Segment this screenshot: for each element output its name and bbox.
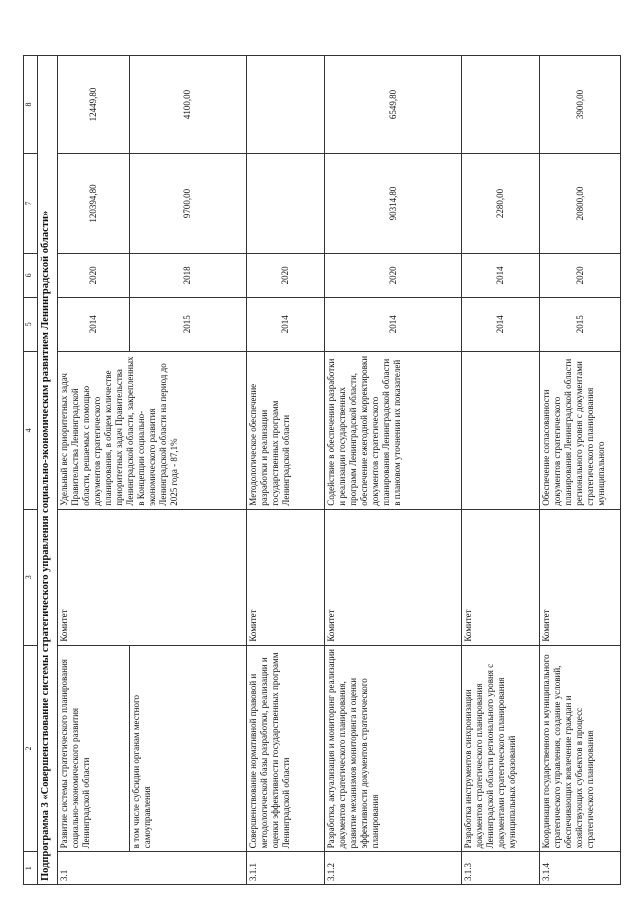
executor: Комитет xyxy=(540,509,621,645)
amount-col8: 4100,00 xyxy=(130,56,247,154)
amount: 2280,00 xyxy=(462,153,540,253)
end-year: 2020 xyxy=(324,254,462,298)
indicator: Обеспечение согласованности документов стратегического планирования Ленинградской области регионального уровня с документами стратегического планирования муниципального xyxy=(540,351,621,509)
column-number: 3 xyxy=(24,509,38,645)
end-year: 2020 xyxy=(540,254,621,298)
amount: 9700,00 xyxy=(130,153,247,253)
rotated-page xyxy=(23,55,621,885)
amount: 90314,80 xyxy=(324,153,462,253)
measure-name: Координация государственного и муниципального стратегического управления, создание условий, обеспечивающих вовлечение граждан и хозяйствующих субъектов в процесс стратегического планирования xyxy=(540,645,621,852)
column-number-row xyxy=(24,56,38,885)
table-row xyxy=(246,56,324,885)
start-year: 2014 xyxy=(462,297,540,351)
measure-name: Совершенствование нормативной правовой и методологической базы разработки, реализации и оценки эффективности государственных программ Ленинградской области xyxy=(246,645,324,852)
indicator: Содействие в обеспечении разработки и реализации государственных программ Ленинградской области, обеспечение ежегодной корректировки документов стратегического планирования Ленинградской области в плановом уточнении их показателей xyxy=(324,351,462,509)
table-row xyxy=(57,56,129,885)
amount-col8 xyxy=(246,56,324,154)
table-row xyxy=(462,56,540,885)
end-year: 2014 xyxy=(462,254,540,298)
column-number: 6 xyxy=(24,254,38,298)
indicator: Методологическое обеспечение разработки и реализации государственных программ Ленинградской области xyxy=(246,351,324,509)
amount: 120394,80 xyxy=(57,153,129,253)
end-year: 2018 xyxy=(130,254,247,298)
table-row xyxy=(540,56,621,885)
row-number: 3.1.4 xyxy=(540,852,621,885)
start-year: 2014 xyxy=(57,297,129,351)
indicator: Удельный вес приоритетных задач Правительства Ленинградской области, решаемых с помощью документов стратегического планирования, в общем количестве приоритетных задач Правительства Ленинградской области, закрепленных в Концепции социально-экономического развития Ленинградской области на период до 2025 года - 87,1% xyxy=(57,351,246,509)
column-number: 4 xyxy=(24,351,38,509)
column-number: 8 xyxy=(24,56,38,154)
subprogram-title: Подпрограмма 3 «Совершенствование системы стратегического управления социально-экономическим развитием Ленинградской области» xyxy=(37,56,57,885)
amount-col8: 12449,80 xyxy=(57,56,129,154)
amount-col8: 6549,80 xyxy=(324,56,462,154)
measure-name: в том числе субсидии органам местного самоуправления xyxy=(130,645,247,852)
end-year: 2020 xyxy=(57,254,129,298)
column-number: 2 xyxy=(24,645,38,852)
end-year: 2020 xyxy=(246,254,324,298)
start-year: 2015 xyxy=(130,297,247,351)
executor: Комитет xyxy=(462,509,540,645)
table-row xyxy=(324,56,462,885)
column-number: 7 xyxy=(24,153,38,253)
measure-name: Разработка инструментов синхронизации документов стратегического планирования Ленинградской области регионального уровня с документами стратегического планирования муниципальных образований xyxy=(462,645,540,852)
measure-name: Развитие системы стратегического планирования социально-экономического развития Ленинградской области xyxy=(57,645,129,852)
executor: Комитет xyxy=(57,509,246,645)
subprogram-row xyxy=(37,56,57,885)
row-number: 3.1.3 xyxy=(462,852,540,885)
amount-col8: 3900,00 xyxy=(540,56,621,154)
start-year: 2014 xyxy=(324,297,462,351)
amount xyxy=(246,153,324,253)
start-year: 2014 xyxy=(246,297,324,351)
row-number: 3.1.1 xyxy=(246,852,324,885)
row-number: 3.1.2 xyxy=(324,852,462,885)
column-number: 1 xyxy=(24,852,38,885)
indicator xyxy=(462,351,540,509)
executor: Комитет xyxy=(246,509,324,645)
executor: Комитет xyxy=(324,509,462,645)
program-table xyxy=(23,55,621,885)
amount: 20800,00 xyxy=(540,153,621,253)
row-number: 3.1 xyxy=(57,852,246,885)
measure-name: Разработка, актуализация и мониторинг реализации документов стратегического планирования, развитие механизмов мониторинга и оценки эффективности документов стратегического планирования xyxy=(324,645,462,852)
start-year: 2015 xyxy=(540,297,621,351)
column-number: 5 xyxy=(24,297,38,351)
amount-col8 xyxy=(462,56,540,154)
